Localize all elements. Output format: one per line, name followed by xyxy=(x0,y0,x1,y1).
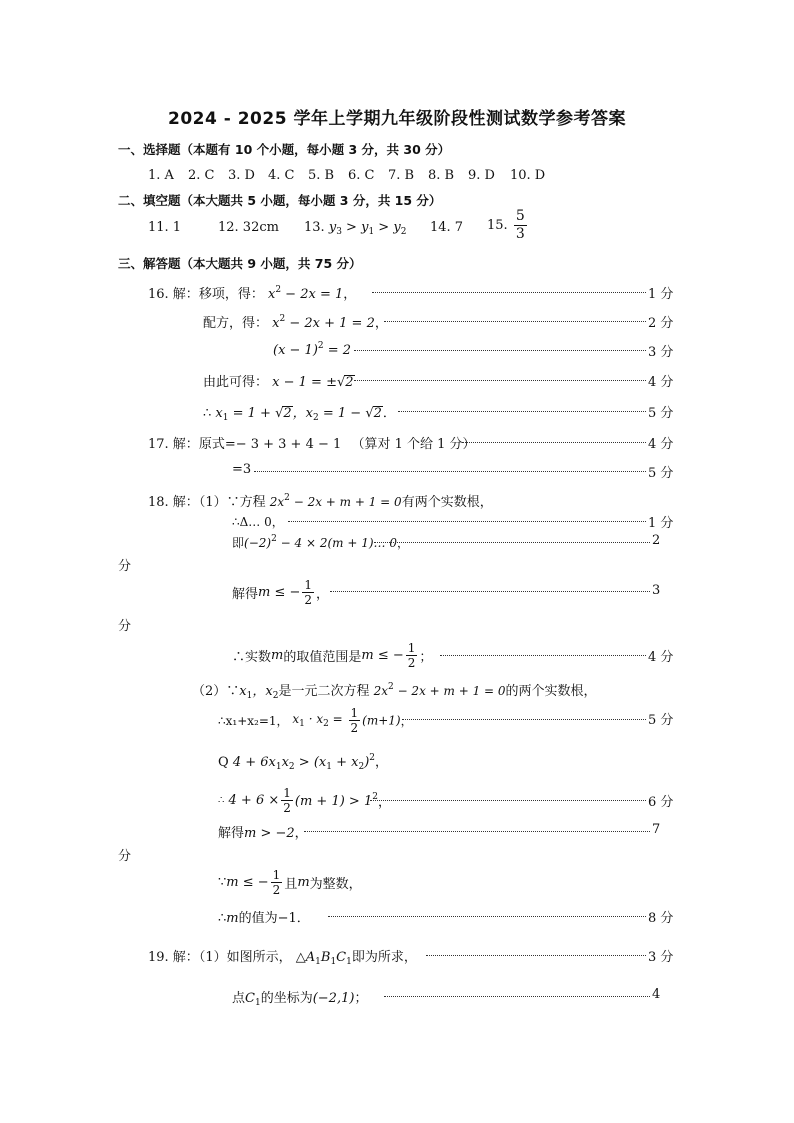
score-points: 2 分 xyxy=(648,316,674,331)
math-expression: $2x^2 - 2x + m + 1 = 0$ xyxy=(269,493,402,509)
score-points: 1 分 xyxy=(648,516,674,531)
step-text: 的两个实数根， xyxy=(505,684,597,699)
part-mark: （1） xyxy=(198,950,227,965)
q16-line-3 xyxy=(273,341,351,358)
fraction-denominator: 3 xyxy=(515,226,525,242)
math-expression: $(x - 1)^2 = 2$ xyxy=(273,341,352,358)
choice-answer: 8. B xyxy=(428,168,455,183)
math-expression: $2x^2 - 2x + m + 1 = 0$ xyxy=(373,682,506,698)
step-text: ∵ xyxy=(226,684,240,699)
fill-answer-13 xyxy=(304,220,406,237)
dot-leader xyxy=(328,916,646,917)
q18-line-2: ∴Δ… 0， xyxy=(232,515,284,529)
q18-line-9: ∴ 4 + 6 × $\frac{1}{2}$ $(m + 1) > 1^2$， xyxy=(218,786,391,815)
dot-leader xyxy=(440,655,646,656)
question-label: 16. 解： xyxy=(148,287,199,302)
math-expression: $x_1 \cdot x_2$ = xyxy=(292,712,347,729)
q19-line-2: 点$C_1$的坐标为(−2,1)； xyxy=(232,991,368,1008)
q17-line-1 xyxy=(148,433,476,452)
choice-answer: 7. B xyxy=(388,168,415,183)
choice-answer: 5. B xyxy=(308,168,335,183)
question-label: 17. 解： xyxy=(148,437,199,452)
score-points: 7 xyxy=(652,822,661,837)
choice-answers xyxy=(148,168,545,183)
q18-line-8: Q $4 + 6x_1x_2 > (x_1 + x_2)^2$， xyxy=(218,753,389,772)
choice-answer: 9. D xyxy=(468,168,495,183)
math-expression: m ≤ − xyxy=(361,648,404,663)
step-text: 解得 xyxy=(218,826,245,841)
step-text: ∵ xyxy=(218,875,227,890)
step-text: 有两个实数根， xyxy=(401,495,493,510)
therefore-symbol: ∴ xyxy=(218,795,225,806)
fraction: $\frac{1}{2}$ xyxy=(272,868,281,897)
fill-label: 15. xyxy=(487,218,508,233)
choice-answer: 10. D xyxy=(510,168,546,183)
q18-line-6 xyxy=(192,680,597,701)
dot-leader xyxy=(370,800,646,801)
part-mark: （2） xyxy=(192,684,227,699)
fraction: $\frac{1}{2}$ xyxy=(304,578,313,607)
dot-leader xyxy=(254,471,646,472)
step-text: ； xyxy=(354,991,368,1006)
dot-leader xyxy=(384,321,646,322)
step-text: Q xyxy=(218,755,229,770)
q18-line-7: ∴x₁+x₂=1， $x_1 \cdot x_2$ = $\frac{1}{2}$ (m+1)， xyxy=(218,706,413,735)
q18-line-3: 即$(-2)^2 - 4 \times 2(m$ + 1)… 0， xyxy=(232,534,409,550)
score-note: （算对 1 个给 1 分） xyxy=(351,437,476,452)
dot-leader xyxy=(354,350,646,351)
q18-line-11: ∵m ≤ − $\frac{1}{2}$ 且m为整数， xyxy=(218,868,362,897)
dot-leader xyxy=(398,411,646,412)
math-expression: $4 + 6x_1x_2 > (x_1 + x_2)^2$ xyxy=(232,753,375,772)
q18-line-10: 解得m > −2， xyxy=(218,826,308,841)
section-heading: 一、选择题 xyxy=(118,142,181,157)
dot-leader xyxy=(374,542,650,543)
q17-line-2: =3 xyxy=(232,462,252,477)
step-text: ∴实数 xyxy=(232,650,272,665)
score-points: 1 分 xyxy=(648,287,674,302)
step-text: ∵方程 xyxy=(226,495,266,510)
dot-leader xyxy=(372,292,646,293)
fraction: $\frac{1}{2}$ xyxy=(407,641,416,670)
fraction xyxy=(514,208,527,243)
score-points: 4 分 xyxy=(648,650,674,665)
q19-line-1 xyxy=(148,946,417,967)
fill-answer-14: 14. 7 xyxy=(430,220,464,235)
step-text: 的坐标为 xyxy=(260,991,313,1006)
math-expression: $\triangle A_1B_1C_1$ xyxy=(295,950,352,967)
dot-leader xyxy=(288,521,646,522)
math-expression: $(-2)^2 - 4 \times 2(m$ + 1)… 0 xyxy=(244,534,397,550)
fill-answer-11: 11. 1 xyxy=(148,220,182,235)
score-points: 6 分 xyxy=(648,795,674,810)
therefore-symbol: ∴ xyxy=(218,911,227,926)
math-inequality: $y_3 > y_1 > y_2$ xyxy=(328,220,407,237)
section-fill-heading xyxy=(118,191,441,209)
score-points: 4 分 xyxy=(648,437,674,452)
score-unit: 分 xyxy=(118,559,132,574)
math-expression: m > −2 xyxy=(244,826,295,841)
section-choice-heading xyxy=(118,140,450,158)
score-points: 4 xyxy=(652,987,661,1002)
step-text: 即 xyxy=(232,536,245,550)
fill-label: 13. xyxy=(304,220,325,235)
score-unit: 分 xyxy=(118,849,132,864)
step-text: 原式=− 3 + 3 + 4 − 1 xyxy=(198,437,342,452)
section-note: （本题有 10 个小题，每小题 3 分，共 30 分） xyxy=(180,142,451,157)
step-text: 为整数， xyxy=(309,877,362,892)
part-mark: （1） xyxy=(198,495,227,510)
score-points: 4 分 xyxy=(648,375,674,390)
section-heading: 三、解答题 xyxy=(118,256,181,271)
section-note: （本大题共 5 小题，每小题 3 分，共 15 分） xyxy=(180,193,442,208)
step-text: 由此可得： xyxy=(203,375,269,390)
score-points: 3 分 xyxy=(648,950,674,965)
choice-answer: 4. C xyxy=(268,168,295,183)
q18-line-5: ∴实数m的取值范围是m ≤ − $\frac{1}{2}$ ； xyxy=(232,641,433,670)
math-expression: $x_1 = 1 + √2$，$x_2 = 1 - √2$ xyxy=(215,406,382,423)
math-expression: $x_1$，$x_2$ xyxy=(239,684,279,701)
math-expression: $x^2 - 2x = 1$ xyxy=(267,285,344,302)
choice-answer: 2. C xyxy=(188,168,215,183)
score-points: 5 分 xyxy=(648,406,674,421)
score-points: 3 分 xyxy=(648,345,674,360)
score-points: 3 xyxy=(652,583,661,598)
fraction-numerator: 5 xyxy=(515,208,525,224)
section-heading: 二、填空题 xyxy=(118,193,181,208)
dot-leader xyxy=(384,996,650,997)
score-points: 5 分 xyxy=(648,466,674,481)
choice-answer: 6. C xyxy=(348,168,375,183)
q16-line-5: ∴ $x_1 = 1 + √2$，$x_2 = 1 - √2$． xyxy=(203,406,396,423)
choice-answer: 1. A xyxy=(148,168,174,183)
score-points: 5 分 xyxy=(648,713,674,728)
question-label: 18. 解： xyxy=(148,495,199,510)
q16-line-1: 16. 解：移项，得： $x^2 - 2x = 1$， xyxy=(148,285,357,302)
math-expression: m ≤ − xyxy=(226,875,269,890)
q16-line-2: 配方，得： $x^2 - 2x + 1 = 2$， xyxy=(203,314,388,331)
page-title: 2024 - 2025 学年上学期九年级阶段性测试数学参考答案 xyxy=(168,109,626,129)
therefore-symbol: ∴ xyxy=(203,406,212,421)
dot-leader xyxy=(462,442,646,443)
q18-line-12: ∴m的值为−1． xyxy=(218,911,310,926)
step-text: 如图所示， xyxy=(226,950,292,965)
q16-line-4 xyxy=(203,371,355,390)
math-expression: 4 + 6 × xyxy=(228,793,280,808)
section-answer-heading xyxy=(118,254,362,272)
dot-leader xyxy=(426,955,646,956)
score-unit: 分 xyxy=(118,619,132,634)
coordinate-value: (−2,1) xyxy=(312,991,355,1006)
step-text: 的取值范围是 xyxy=(283,650,362,665)
step-text: 移项，得： xyxy=(198,287,264,302)
step-text: 的值为−1． xyxy=(238,911,310,926)
fraction: $\frac{1}{2}$ xyxy=(283,786,291,815)
fraction: $\frac{1}{2}$ xyxy=(350,706,359,735)
dot-leader xyxy=(330,591,650,592)
step-text: 解得 xyxy=(232,587,259,602)
score-points: 2 xyxy=(652,533,661,548)
q18-line-4: 解得m ≤ − $\frac{1}{2}$ ， xyxy=(232,578,330,607)
question-label: 19. 解： xyxy=(148,950,199,965)
fill-answer-12: 12. 32cm xyxy=(218,220,279,235)
math-expression: m ≤ − xyxy=(258,585,301,600)
step-text: 即为所求， xyxy=(351,950,417,965)
math-expression: $x^2 - 2x + 1 = 2$ xyxy=(272,314,375,331)
step-text: 且 xyxy=(284,877,298,892)
dot-leader xyxy=(402,719,646,720)
step-text: ∴x₁+x₂=1， xyxy=(218,714,289,728)
choice-answer: 3. D xyxy=(228,168,255,183)
math-expression: x − 1 = ±√2 xyxy=(272,375,354,390)
dot-leader xyxy=(354,380,646,381)
q18-line-1 xyxy=(148,491,493,510)
score-points: 8 分 xyxy=(648,911,674,926)
fill-answer-15 xyxy=(487,208,529,243)
section-note: （本大题共 9 小题，共 75 分） xyxy=(180,256,362,271)
step-text: 配方，得： xyxy=(203,316,269,331)
step-text: 是一元二次方程 xyxy=(278,684,370,699)
step-text: 点 xyxy=(232,991,246,1006)
dot-leader xyxy=(304,831,650,832)
